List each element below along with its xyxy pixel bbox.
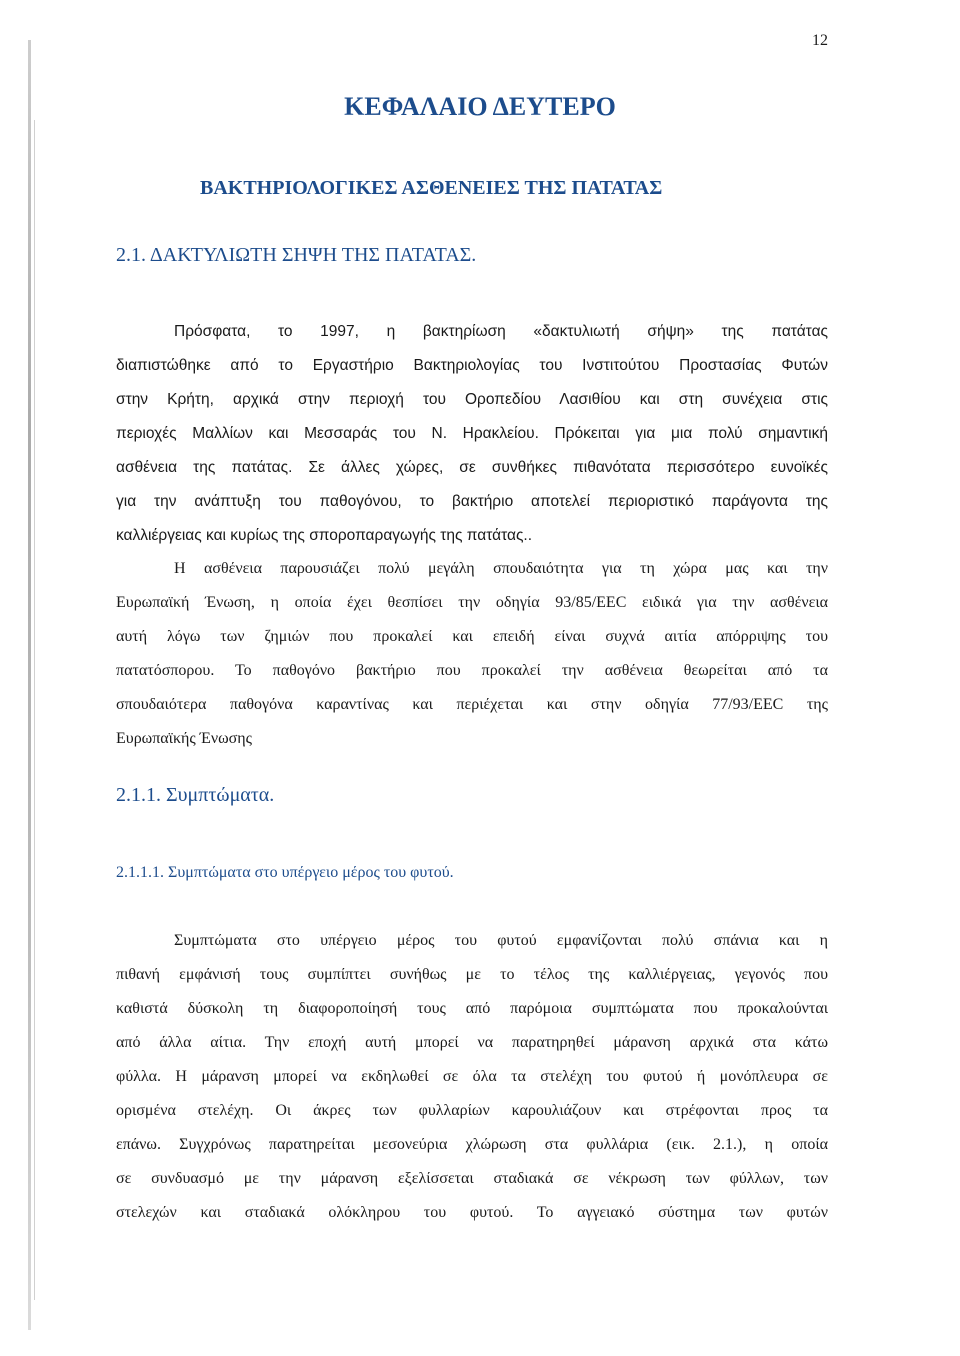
paragraph-line: πιθανή εμφάνισή τους συμπίπτει συνήθως με το τέλος της καλλιέργειας, γεγονός που xyxy=(116,966,828,983)
section-heading: 2.1. ΔΑΚΤΥΛΙΩΤΗ ΣΗΨΗ ΤΗΣ ΠΑΤΑΤΑΣ. xyxy=(116,244,477,266)
paragraph-3 xyxy=(116,924,828,1230)
scan-binding-line xyxy=(34,120,35,1300)
paragraph-line: καλλιέργειας και κυρίως της σποροπαραγωγής της πατάτας.. xyxy=(116,527,533,544)
paragraph-line: Η ασθένεια παρουσιάζει πολύ μεγάλη σπουδαιότητα για τη χώρα μας και την xyxy=(174,560,828,577)
paragraph-line: Ευρωπαϊκή Ένωση, η οποία έχει θεσπίσει την οδηγία 93/85/ΕΕC ειδικά για την ασθένεια xyxy=(116,594,828,611)
paragraph-line: στην Κρήτη, αρχικά στην περιοχή του Οροπεδίου Λασιθίου και στη συνέχεια στις xyxy=(116,391,828,408)
scan-binding-shadow xyxy=(28,40,31,1330)
paragraph-line: σπουδαιότερα παθογόνα καραντίνας και περιέχεται και στην οδηγία 77/93/ΕΕC της xyxy=(116,696,828,713)
subsubsection-heading: 2.1.1.1. Συμπτώματα στο υπέργειο μέρος του φυτού. xyxy=(116,864,454,881)
paragraph-line: σε συνδυασμό με την μάρανση εξελίσσεται σταδιακά σε νέκρωση των φύλλων, των xyxy=(116,1170,828,1187)
paragraph-line: ασθένεια της πατάτας. Σε άλλες χώρες, σε συνθήκες πιθανότατα περισσότερο ευνοϊκές xyxy=(116,459,828,476)
paragraph-line: φύλλα. Η μάρανση μπορεί να εκδηλωθεί σε όλα τα στελέχη του φυτού ή μονόπλευρα σε xyxy=(116,1068,828,1085)
paragraph-line: διαπιστώθηκε από το Εργαστήριο Βακτηριολογίας του Ινστιτούτου Προστασίας Φυτών xyxy=(116,357,828,374)
paragraph-line: αυτή λόγω των ζημιών που προκαλεί και επειδή είναι συχνά αιτία απόρριψης του xyxy=(116,628,828,645)
paragraph-line: ορισμένα στελέχη. Οι άκρες των φυλλαρίων καρουλιάζουν και στρέφονται προς τα xyxy=(116,1102,828,1119)
paragraph-line: στελεχών και σταδιακά ολόκληρου του φυτού. Το αγγειακό σύστημα των φυτών xyxy=(116,1204,828,1221)
chapter-title: ΚΕΦΑΛΑΙΟ ΔΕΥΤΕΡΟ xyxy=(344,92,616,121)
subsection-heading: 2.1.1. Συμπτώματα. xyxy=(116,784,275,806)
paragraph-line: επάνω. Συγχρόνως παρατηρείται μεσονεύρια χλώρωση στα φυλλάρια (εικ. 2.1.), η οποία xyxy=(116,1136,828,1153)
paragraph-line: πατατόσπορου. Το παθογόνο βακτήριο που προκαλεί την ασθένεια θεωρείται από τα xyxy=(116,662,828,679)
paragraph-line: Πρόσφατα, το 1997, η βακτηρίωση «δακτυλιωτή σήψη» της πατάτας xyxy=(174,323,828,340)
paragraph-line: καθιστά δύσκολη τη διαφοροποίησή τους από παρόμοια συμπτώματα που προκαλούνται xyxy=(116,1000,828,1017)
paragraph-line: για την ανάπτυξη του παθογόνου, το βακτήριο αποτελεί περιοριστικό παράγοντα της xyxy=(116,493,828,510)
paragraph-2 xyxy=(116,552,828,756)
paragraph-line: Συμπτώματα στο υπέργειο μέρος του φυτού εμφανίζονται πολύ σπάνια και η xyxy=(174,932,828,949)
paragraph-1 xyxy=(116,315,828,553)
paragraph-line: περιοχές Μαλλίων και Μεσσαράς του Ν. Ηρακλείου. Πρόκειται για μια πολύ σημαντική xyxy=(116,425,828,442)
paragraph-line: Ευρωπαϊκής Ένωσης xyxy=(116,730,252,747)
page-number: 12 xyxy=(812,32,828,49)
chapter-subtitle: ΒΑΚΤΗΡΙΟΛΟΓΙΚΕΣ ΑΣΘΕΝΕΙΕΣ ΤΗΣ ΠΑΤΑΤΑΣ xyxy=(200,177,663,199)
paragraph-line: από άλλα αίτια. Την εποχή αυτή μπορεί να παρατηρηθεί μάρανση αρχικά στα κάτω xyxy=(116,1034,828,1051)
